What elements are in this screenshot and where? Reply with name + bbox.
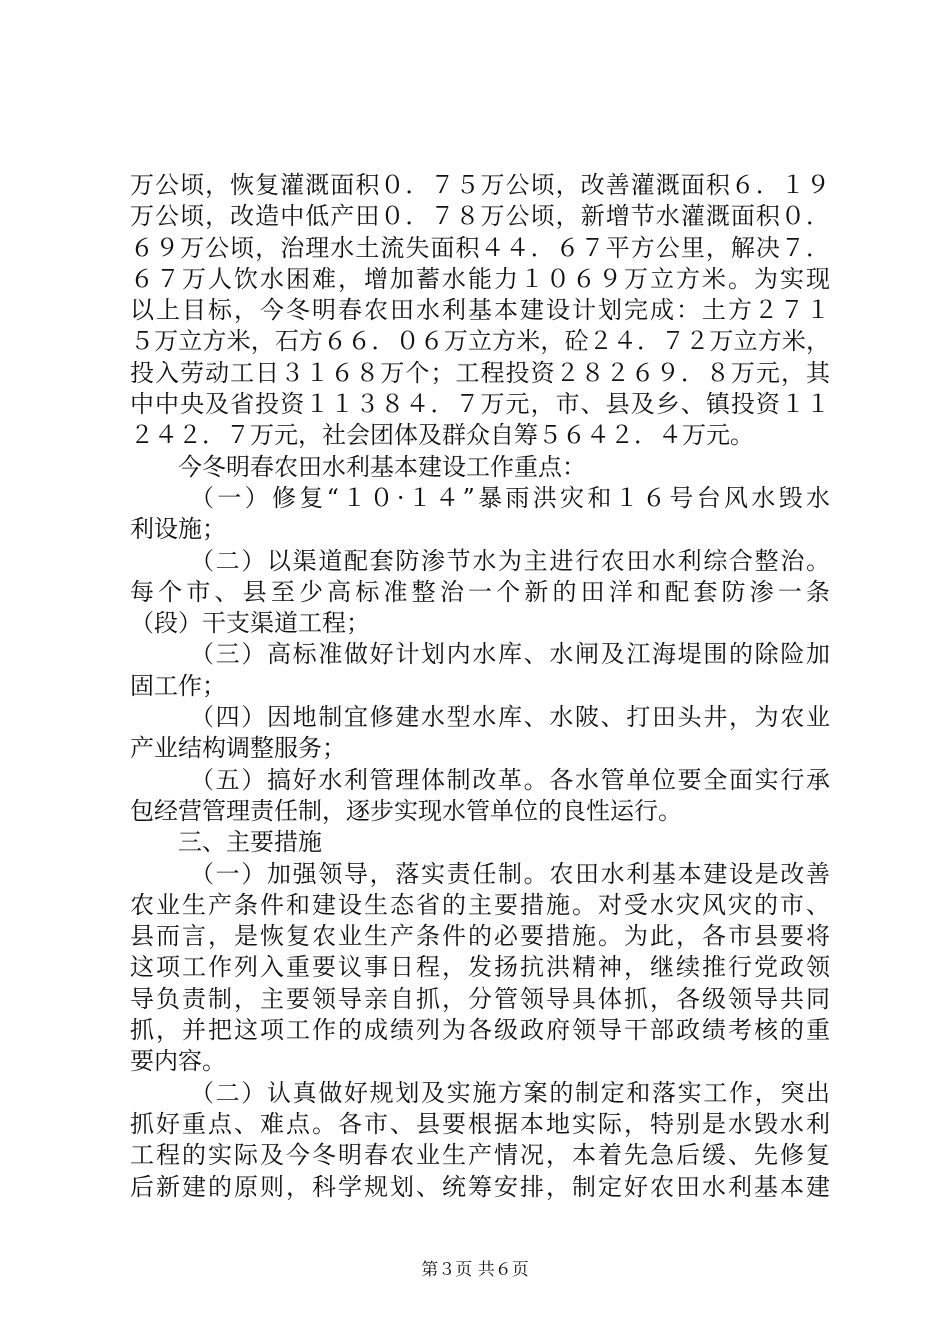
text-line: ６７万人饮水困难，增加蓄水能力１０６９万立方米。为实现 — [130, 264, 830, 293]
page-number: 第３页 — [421, 1260, 473, 1280]
text-line: （段）干支渠道工程； — [130, 609, 370, 638]
text-line: （五）搞好水利管理体制改革。各水管单位要全面实行承 — [190, 765, 830, 794]
text-line: 包经营管理责任制，逐步实现水管单位的良性运行。 — [130, 796, 682, 825]
text-line: ６９万公顷，治理水土流失面积４４．６７平方公里，解决７． — [130, 233, 830, 262]
text-line: （四）因地制宜修建水型水库、水陂、打田头井，为农业 — [190, 703, 830, 732]
text-line: 万公顷，改造中低产田０．７８万公顷，新增节水灌溉面积０． — [130, 202, 830, 231]
text-line: （三）高标准做好计划内水库、水闸及江海堤围的除险加 — [190, 640, 830, 669]
section-heading: 今冬明春农田水利基本建设工作重点： — [178, 452, 586, 481]
text-line: 利设施； — [130, 515, 226, 544]
text-line: 每个市、县至少高标准整治一个新的田洋和配套防渗一条 — [130, 577, 830, 606]
text-line: （一）修复“１０·１４”暴雨洪灾和１６号台风水毁水 — [190, 483, 830, 512]
section-heading: 三、主要措施 — [178, 828, 322, 857]
text-line: 导负责制，主要领导亲自抓，分管领导具体抓，各级领导共同 — [130, 984, 830, 1013]
page-total: 共６页 — [477, 1260, 529, 1280]
text-line: 抓好重点、难点。各市、县要根据本地实际，特别是水毁水利 — [130, 1109, 830, 1138]
document-body — [130, 170, 830, 1203]
text-line: 农业生产条件和建设生态省的主要措施。对受水灾风灾的市、 — [130, 890, 830, 919]
page-footer — [0, 1258, 950, 1282]
text-line: 投入劳动工日３１６８万个；工程投资２８２６９．８万元，其 — [130, 358, 830, 387]
text-line: 后新建的原则，科学规划、统筹安排，制定好农田水利基本建 — [130, 1172, 830, 1201]
text-line: 这项工作列入重要议事日程，发扬抗洪精神，继续推行党政领 — [130, 953, 830, 982]
text-line: ２４２．７万元，社会团体及群众自筹５６４２．４万元。 — [130, 421, 754, 450]
text-line: （二）认真做好规划及实施方案的制定和落实工作，突出 — [190, 1078, 830, 1107]
text-line: 万公顷，恢复灌溉面积０．７５万公顷，改善灌溉面积６．１９ — [130, 171, 830, 199]
text-line: 工程的实际及今冬明春农业生产情况，本着先急后缓、先修复 — [130, 1141, 830, 1170]
text-line: （二）以渠道配套防渗节水为主进行农田水利综合整治。 — [190, 546, 830, 575]
text-line: （一）加强领导，落实责任制。农田水利基本建设是改善 — [190, 859, 830, 888]
text-line: 抓，并把这项工作的成绩列为各级政府领导干部政绩考核的重 — [130, 1016, 830, 1045]
text-line: 中中央及省投资１１３８４．７万元，市、县及乡、镇投资１１ — [130, 390, 830, 419]
text-line: 产业结构调整服务； — [130, 734, 346, 763]
text-line: 固工作； — [130, 671, 226, 700]
text-line: 以上目标，今冬明春农田水利基本建设计划完成：土方２７１ — [130, 296, 830, 325]
text-line: 县而言，是恢复农业生产条件的必要措施。为此，各市县要将 — [130, 922, 830, 951]
text-line: 要内容。 — [130, 1047, 226, 1076]
text-line: ５万立方米，石方６６．０６万立方米，砼２４．７２万立方米， — [130, 327, 830, 356]
